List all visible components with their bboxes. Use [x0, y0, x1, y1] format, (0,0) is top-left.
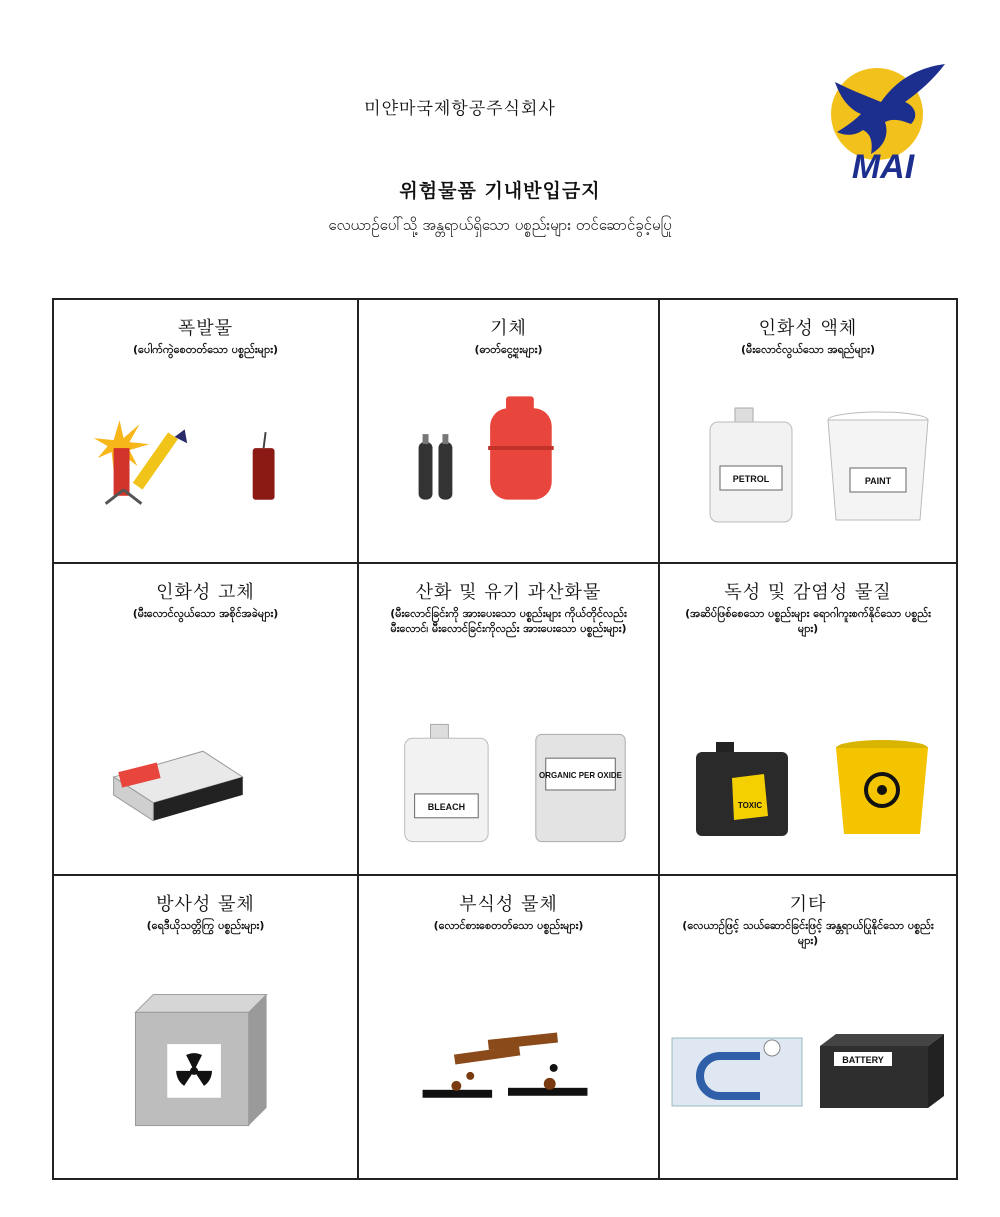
hazard-grid — [52, 298, 958, 1180]
category-subtitle: (လောင်စားစေတတ်သော ပစ္စည်းများ) — [433, 919, 584, 932]
category-subtitle: (လေယာဉ်ဖြင့် သယ်ဆောင်ခြင်းဖြင့် အန္တရာယ်ပြုနိုင်သော ပစ္စည်းများ) — [682, 919, 934, 947]
toxic-container-icon — [696, 742, 788, 836]
category-subtitle: (ပေါက်ကွဲစေတတ်သော ပစ္စည်းများ) — [132, 343, 279, 356]
organic-peroxide-canister-icon — [536, 734, 625, 841]
jug-label: PETROL — [732, 474, 770, 484]
category-oxidizers — [359, 564, 660, 876]
battery-label: BATTERY — [842, 1055, 884, 1065]
radioactive-box-icon — [135, 994, 266, 1125]
category-title: 산화 및 유기 과산화물 — [415, 582, 602, 603]
mai-logo — [815, 62, 955, 187]
category-title: 기체 — [490, 318, 527, 339]
category-title: 인화성 고체 — [156, 582, 255, 603]
bucket-label: PAINT — [864, 476, 892, 486]
petrol-jug-icon — [710, 408, 792, 522]
category-radioactive — [54, 876, 359, 1178]
company-name: 미얀마국제항공주식회사 — [364, 99, 556, 119]
category-title: 부식성 물체 — [459, 894, 558, 915]
category-subtitle: (မီးလောင်ခြင်းကို အားပေးသော ပစ္စည်းများ ကိုယ်တိုင်လည်း မီးလောင်၊ မီးလောင်ခြင်းကိုလည်း အားပေးသော ပစ္စည်းများ) — [390, 607, 627, 635]
category-title: 인화성 액체 — [758, 318, 858, 339]
category-title: 폭발물 — [177, 318, 234, 339]
category-subtitle: (ရေဒီယိုသတ္တိကြွ ပစ္စည်းများ) — [146, 919, 265, 932]
paint-bucket-icon — [828, 412, 928, 520]
category-subtitle: (မီးလောင်လွယ်သော အရည်များ) — [741, 343, 875, 356]
logo-text: MAI — [851, 148, 915, 186]
category-flammable-liquids — [660, 300, 956, 564]
category-toxic-infectious — [660, 564, 956, 876]
notice-subtitle: လေယာဉ်ပေါ်သို့ အန္တရာယ်ရှိသော ပစ္စည်းများ တင်ဆောင်ခွင့်မပြု — [328, 216, 672, 234]
notice-title: 위험물품 기내반입금지 — [399, 180, 601, 202]
category-title: 방사성 물체 — [156, 894, 255, 915]
category-subtitle: (ဓာတ်ငွေ့ဗူးများ) — [474, 343, 543, 356]
category-flammable-solids — [54, 564, 359, 876]
category-gases — [359, 300, 660, 564]
jug-label: BLEACH — [427, 801, 466, 812]
category-explosives — [54, 300, 359, 564]
category-title: 기타 — [789, 894, 827, 915]
firework-rocket-icon — [94, 420, 193, 503]
firecracker-icon — [253, 432, 275, 500]
category-subtitle: (မီးလောင်လွယ်သော အစိုင်အခဲများ) — [132, 607, 279, 620]
category-others — [660, 876, 956, 1178]
corrosive-icon — [423, 1033, 588, 1098]
bleach-jug-icon — [405, 724, 488, 841]
matchbox-icon — [114, 751, 243, 821]
toxic-label: TOXIC — [737, 801, 763, 810]
category-subtitle: (အဆိပ်ဖြစ်စေသော ပစ္စည်းများ ရောဂါကူးစက်နိုင်သော ပစ္စည်းများ) — [685, 607, 931, 635]
category-corrosive — [359, 876, 660, 1178]
lpg-tank-icon — [488, 396, 554, 499]
biohazard-bucket-icon — [836, 740, 928, 834]
canister-label: ORGANIC PER OXIDE — [539, 771, 622, 781]
battery-icon — [820, 1034, 944, 1108]
category-title: 독성 및 감염성 물질 — [724, 582, 892, 603]
magnet-icon — [672, 1038, 802, 1106]
gas-cylinders-icon — [419, 434, 453, 500]
